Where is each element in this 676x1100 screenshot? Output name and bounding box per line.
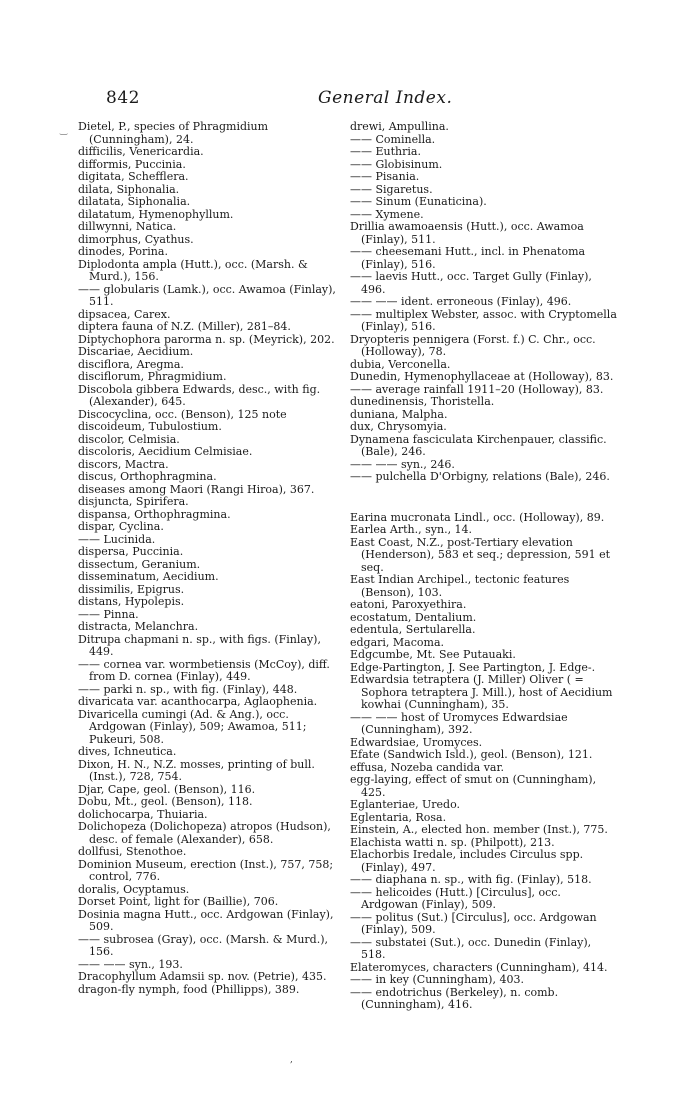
index-entry: Elateromyces, characters (Cunningham), 414. [350, 960, 608, 974]
index-entry: Dynamena fasciculata Kirchenpauer, classific. (Bale), 246. [350, 432, 607, 458]
index-entry: —— helicoides (Hutt.) [Circulus], occ. Ardgowan (Finlay), 509. [350, 885, 561, 911]
index-entry: dispersa, Puccinia. [78, 545, 184, 558]
page-title: General Index. [318, 88, 453, 108]
index-entry: dissimilis, Epigrus. [78, 582, 185, 596]
index-entry: Edgcumbe, Mt. See Putauaki. [350, 648, 516, 661]
index-entry: distracta, Melanchra. [78, 620, 199, 633]
index-entry: dunedinensis, Thoristella. [350, 395, 495, 408]
index-entry: —— Globisinum. [350, 157, 443, 171]
index-entry: duniana, Malpha. [350, 407, 448, 421]
index-entry: dipsacea, Carex. [78, 307, 171, 321]
index-entry: Earlea Arth., syn., 14. [350, 523, 473, 536]
index-entry: dilatata, Siphonalia. [78, 195, 191, 208]
index-entry: —— parki n. sp., with fig. (Finlay), 448. [78, 682, 298, 696]
index-entry: disjuncta, Spirifera. [78, 495, 189, 508]
page-header [0, 88, 676, 110]
index-entry: —— multiplex Webster, assoc. with Cryptomella (Finlay), 516. [350, 307, 617, 333]
index-entry: dimorphus, Cyathus. [78, 232, 194, 246]
index-entry: dispar, Cyclina. [78, 520, 164, 533]
index-entry: eatoni, Paroxyethira. [350, 598, 467, 611]
index-entry: Eglentaria, Rosa. [350, 810, 447, 824]
index-entry: discoideum, Tubulostium. [78, 420, 222, 433]
index-entry: —— —— syn., 193. [78, 957, 183, 971]
index-entry: diptera fauna of N.Z. (Miller), 281–84. [78, 320, 291, 333]
index-entry: dubia, Verconella. [350, 357, 451, 371]
index-entry: —— cheesemani Hutt., incl. in Phenatoma (Finlay), 516. [350, 245, 586, 271]
index-entry: Edge-Partington, J. See Partington, J. Edge-. [350, 660, 596, 674]
index-entry: —— average rainfall 1911–20 (Holloway), 83. [350, 382, 604, 396]
index-entry: —— politus (Sut.) [Circulus], occ. Ardgowan (Finlay), 509. [350, 910, 597, 936]
index-entry: dispansa, Orthophragmina. [78, 507, 231, 521]
index-entry: ecostatum, Dentalium. [350, 610, 477, 624]
index-entry: Dunedin, Hymenophyllaceae at (Holloway), 83. [350, 370, 614, 383]
index-entry: disseminatum, Aecidium. [78, 570, 219, 583]
index-entry: egg-laying, effect of smut on (Cunningham), 425. [350, 773, 597, 799]
index-entry: discolor, Celmisia. [78, 432, 180, 446]
index-entry: —— globularis (Lamk.), occ. Awamoa (Finlay), 511. [78, 282, 336, 308]
index-entry: Divaricella cumingi (Ad. & Ang.), occ. Ardgowan (Finlay), 509; Awamoa, 511; Pukeuri, 508. [78, 707, 307, 746]
index-entry: dolichocarpa, Thuiaria. [78, 807, 208, 821]
index-entry: —— —— ident. erroneous (Finlay), 496. [350, 295, 572, 308]
index-entry: Efate (Sandwich Isld.), geol. (Benson), 121. [350, 748, 593, 761]
index-entry: dinodes, Porina. [78, 245, 168, 258]
right-index-block-e [350, 512, 618, 1012]
index-entry: difficilis, Venericardia. [78, 145, 204, 158]
margin-mark: ‿ [60, 126, 68, 136]
index-entry: Edwardsia tetraptera (J. Miller) Oliver ( = Sophora tetraptera J. Mill.), host of Aecidium kowhai (Cunningham), 35. [350, 673, 613, 711]
index-entry: —— substatei (Sut.), occ. Dunedin (Finlay), 518. [350, 935, 592, 961]
index-entry: disciflorum, Phragmidium. [78, 370, 227, 383]
page-number: 842 [106, 88, 140, 108]
index-entry: —— diaphana n. sp., with fig. (Finlay), 518. [350, 873, 592, 886]
index-entry: Elachorbis Iredale, includes Circulus spp. (Finlay), 497. [350, 848, 584, 874]
index-entry: disciflora, Aregma. [78, 357, 184, 371]
index-entry: —— pulchella D'Orbigny, relations (Bale), 246. [350, 470, 610, 483]
index-entry: Eglanteriae, Uredo. [350, 798, 461, 811]
index-entry: —— in key (Cunningham), 403. [350, 973, 524, 986]
index-entry: Ditrupa chapmani n. sp., with figs. (Finlay), 449. [78, 632, 321, 658]
index-entry: dilata, Siphonalia. [78, 182, 180, 196]
index-entry: dives, Ichneutica. [78, 745, 177, 758]
index-entry: discoloris, Aecidium Celmisiae. [78, 445, 253, 458]
index-entry: dragon-fly nymph, food (Phillipps), 389. [78, 982, 300, 996]
index-entry: Djar, Cape, geol. (Benson), 116. [78, 782, 256, 796]
index-entry: Dracophyllum Adamsii sp. nov. (Petrie), 435. [78, 970, 327, 983]
index-entry: distans, Hypolepis. [78, 595, 185, 608]
index-entry: —— subrosea (Gray), occ. (Marsh. & Murd.), 156. [78, 932, 329, 958]
index-entry: Dietel, P., species of Phragmidium (Cunningham), 24. [78, 120, 269, 146]
index-entry: —— —— syn., 246. [350, 457, 455, 471]
index-entry: divaricata var. acanthocarpa, Aglaophenia. [78, 695, 318, 708]
index-entry: doralis, Ocyptamus. [78, 882, 190, 896]
index-entry: dillwynni, Natica. [78, 220, 177, 233]
index-entry: —— Lucinida. [78, 532, 156, 546]
index-entry: —— Pisania. [350, 170, 420, 183]
right-index-block-d [350, 121, 618, 484]
index-entry: —— Pinna. [78, 607, 139, 621]
index-entry: Diptychophora parorma n. sp. (Meyrick), 202. [78, 332, 335, 346]
index-entry: dissectum, Geranium. [78, 557, 201, 571]
index-entry: Discobola gibbera Edwards, desc., with fig. (Alexander), 645. [78, 382, 321, 408]
index-entry: digitata, Schefflera. [78, 170, 189, 183]
section-gap [350, 484, 618, 512]
left-index-column [78, 121, 346, 996]
index-entry: discus, Orthophragmina. [78, 470, 217, 483]
index-entry: —— Cominella. [350, 132, 436, 146]
index-entry: Elachista watti n. sp. (Philpott), 213. [350, 835, 555, 849]
index-entry: edgari, Macoma. [350, 635, 445, 649]
stray-mark: , [290, 1055, 293, 1065]
index-entry: —— Euthria. [350, 145, 421, 158]
index-entry: East Coast, N.Z., post-Tertiary elevation (Henderson), 583 et seq.; depression, 591 et seq. [350, 535, 611, 574]
index-entry: —— Xymene. [350, 207, 424, 221]
right-index-column [350, 121, 618, 1012]
index-entry: difformis, Puccinia. [78, 157, 186, 171]
index-entry: —— Sigaretus. [350, 182, 433, 196]
index-entry: —— Sinum (Eunaticina). [350, 195, 487, 208]
index-entry: Drillia awamoaensis (Hutt.), occ. Awamoa (Finlay), 511. [350, 220, 584, 246]
index-entry: dilatatum, Hymenophyllum. [78, 207, 234, 221]
index-entry: Diplodonta ampla (Hutt.), occ. (Marsh. & Murd.), 156. [78, 257, 308, 283]
index-entry: Dryopteris pennigera (Forst. f.) C. Chr., occ. (Holloway), 78. [350, 332, 596, 358]
index-entry: Edwardsiae, Uromyces. [350, 735, 483, 749]
index-entry: —— laevis Hutt., occ. Target Gully (Finlay), 496. [350, 270, 592, 296]
index-entry: Discariae, Aecidium. [78, 345, 194, 358]
index-entry: edentula, Sertularella. [350, 623, 476, 636]
index-entry: Earina mucronata Lindl., occ. (Holloway), 89. [350, 510, 605, 524]
index-entry: Discocyclina, occ. (Benson), 125 note [78, 407, 287, 421]
index-entry: effusa, Nozeba candida var. [350, 760, 505, 774]
index-entry: Dominion Museum, erection (Inst.), 757, 758; control, 776. [78, 857, 334, 883]
index-entry: dux, Chrysomyia. [350, 420, 447, 433]
index-entry: discors, Mactra. [78, 457, 169, 471]
index-entry: Dolichopeza (Dolichopeza) atropos (Hudson), desc. of female (Alexander), 658. [78, 820, 331, 846]
index-entry: —— cornea var. wormbetiensis (McCoy), diff. from D. cornea (Finlay), 449. [78, 657, 330, 683]
index-entry: —— endotrichus (Berkeley), n. comb. (Cunningham), 416. [350, 985, 559, 1011]
index-entry: Dixon, H. N., N.Z. mosses, printing of bull. (Inst.), 728, 754. [78, 757, 315, 783]
index-entry: diseases among Maori (Rangi Hiroa), 367. [78, 482, 315, 496]
index-entry: dollfusi, Stenothoe. [78, 845, 187, 858]
index-entry: Dosinia magna Hutt., occ. Ardgowan (Finlay), 509. [78, 907, 334, 933]
index-entry: East Indian Archipel., tectonic features (Benson), 103. [350, 573, 570, 599]
index-entry: Dobu, Mt., geol. (Benson), 118. [78, 795, 253, 808]
index-entry: Dorset Point, light for (Baillie), 706. [78, 895, 279, 908]
index-entry: drewi, Ampullina. [350, 120, 449, 133]
index-entry: —— —— host of Uromyces Edwardsiae (Cunningham), 392. [350, 710, 568, 736]
index-entry: Einstein, A., elected hon. member (Inst.), 775. [350, 823, 608, 836]
